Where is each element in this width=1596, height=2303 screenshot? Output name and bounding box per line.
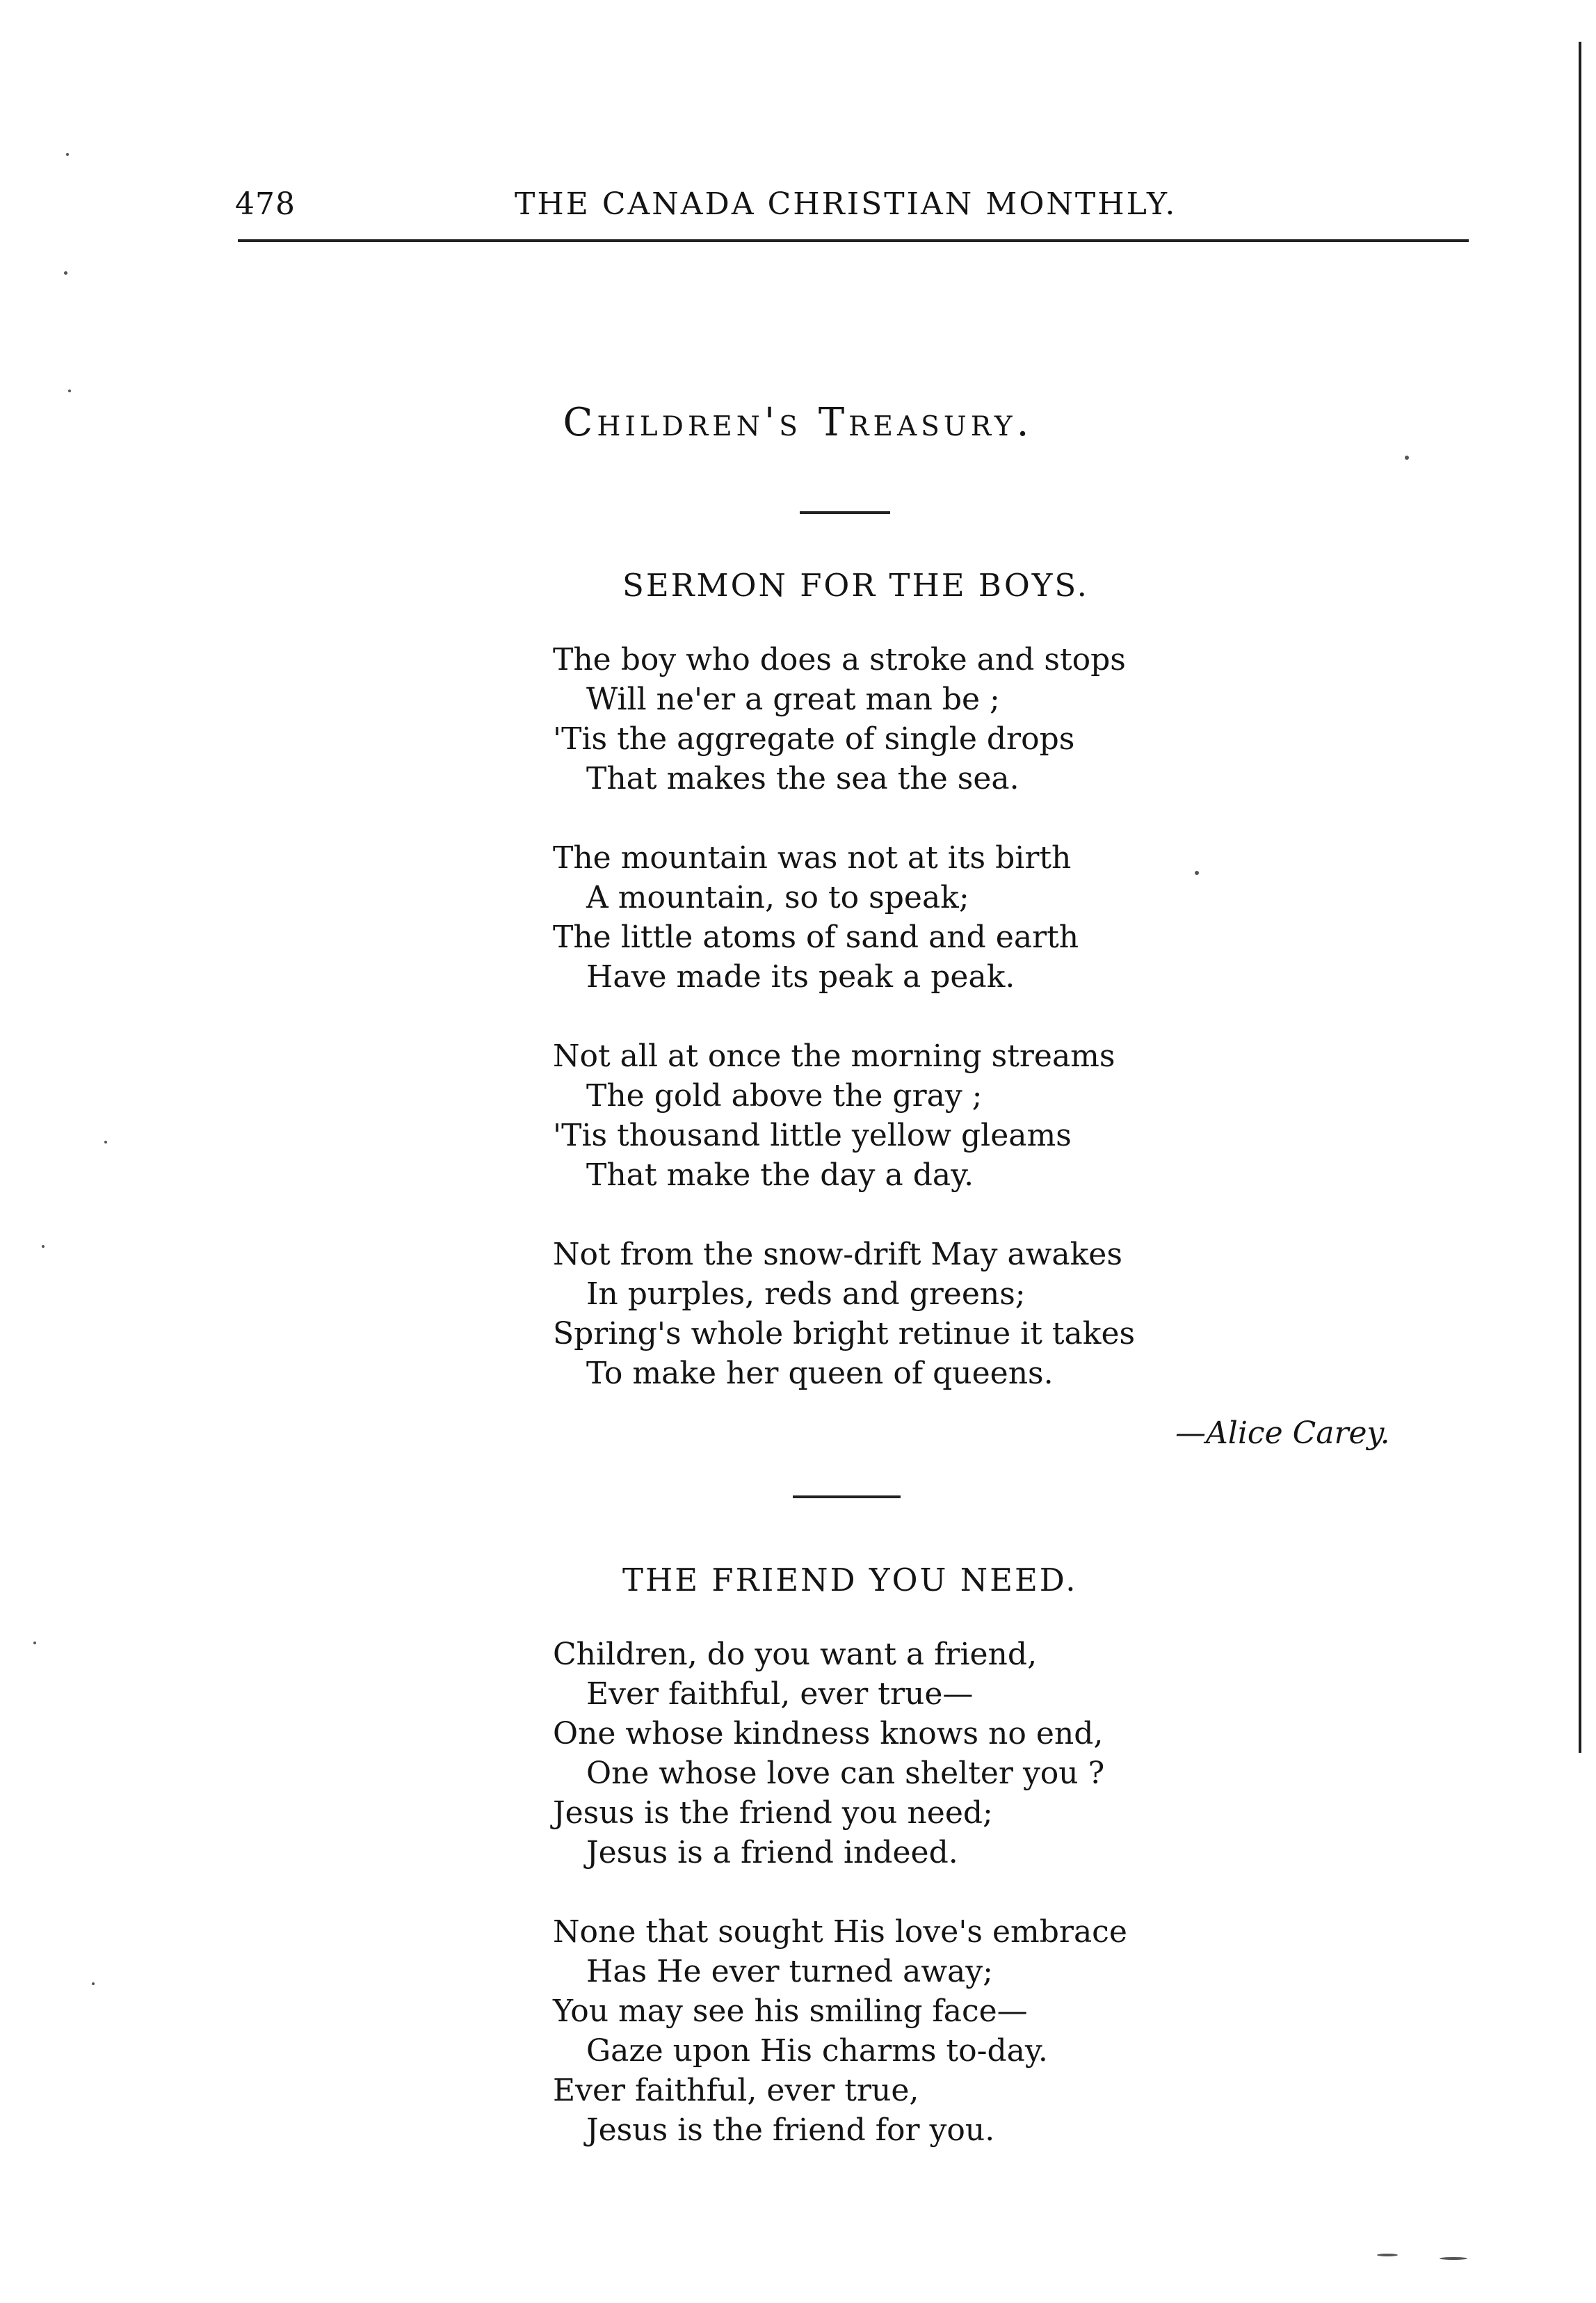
poem-line: One whose love can shelter you ? (586, 1756, 1105, 1791)
poem-line: Spring's whole bright retinue it takes (553, 1316, 1136, 1351)
poem-line: One whose kindness knows no end, (553, 1716, 1104, 1751)
poem-line: The mountain was not at its birth (553, 840, 1072, 876)
scan-speck (42, 1245, 45, 1248)
poem-line: A mountain, so to speak; (586, 880, 969, 915)
scan-speck (64, 271, 67, 275)
poem-line: In purples, reds and greens; (586, 1276, 1026, 1312)
scan-speck (1195, 871, 1199, 875)
poem-line: Children, do you want a friend, (553, 1637, 1038, 1672)
header-rule (238, 239, 1469, 242)
poem-line: Jesus is the friend for you. (586, 2112, 995, 2148)
poem-body (553, 640, 1135, 1393)
poem-line: Has He ever turned away; (586, 1954, 993, 1989)
scan-speck (33, 1642, 36, 1644)
scan-speck (1377, 2254, 1398, 2256)
poem-line: The gold above the gray ; (586, 1078, 983, 1114)
poem-line: The little atoms of sand and earth (553, 920, 1079, 955)
poem-line: Jesus is a friend indeed. (586, 1835, 958, 1870)
poem-line: Will ne'er a great man be ; (586, 682, 1000, 717)
poem-divider (793, 1495, 901, 1498)
poem-line: To make her queen of queens. (586, 1356, 1054, 1391)
scan-speck (68, 390, 71, 392)
section-divider (800, 511, 890, 514)
poem-line: Ever faithful, ever true— (586, 1676, 974, 1712)
scan-speck (104, 1141, 107, 1144)
poem-line: None that sought His love's embrace (553, 1914, 1127, 1950)
poem-body (553, 1635, 1127, 2150)
scan-speck (1440, 2257, 1467, 2260)
page-edge-rule (1579, 42, 1581, 1753)
stanza (553, 1912, 1127, 2150)
poem-line: Gaze upon His charms to-day. (586, 2033, 1048, 2069)
poem-line: You may see his smiling face— (553, 1993, 1028, 2029)
attribution: —Alice Carey. (1175, 1415, 1390, 1451)
stanza (553, 1036, 1135, 1195)
poem-title: THE FRIEND YOU NEED. (622, 1562, 1078, 1598)
poem-line: 'Tis the aggregate of single drops (553, 721, 1075, 757)
poem-line: Ever faithful, ever true, (553, 2073, 919, 2108)
poem-line: 'Tis thousand little yellow gleams (553, 1118, 1072, 1153)
poem-line: Have made its peak a peak. (586, 959, 1015, 995)
scan-speck (66, 153, 69, 156)
scan-speck (1405, 456, 1409, 460)
running-head: THE CANADA CHRISTIAN MONTHLY. (515, 186, 1177, 222)
poem-line: Not from the snow-drift May awakes (553, 1237, 1122, 1272)
stanza (553, 1235, 1135, 1393)
poem-line: Not all at once the morning streams (553, 1038, 1115, 1074)
page-number: 478 (235, 186, 296, 222)
stanza (553, 1635, 1127, 1872)
scan-speck (92, 1982, 95, 1985)
stanza (553, 640, 1135, 799)
poem-line: Jesus is the friend you need; (553, 1795, 993, 1831)
poem-title: SERMON FOR THE BOYS. (622, 567, 1089, 604)
section-title: Children's Treasury. (563, 400, 1033, 445)
poem-line: The boy who does a stroke and stops (553, 642, 1126, 677)
poem-line: That make the day a day. (586, 1157, 974, 1193)
poem-line: That makes the sea the sea. (586, 761, 1019, 796)
stanza (553, 838, 1135, 997)
